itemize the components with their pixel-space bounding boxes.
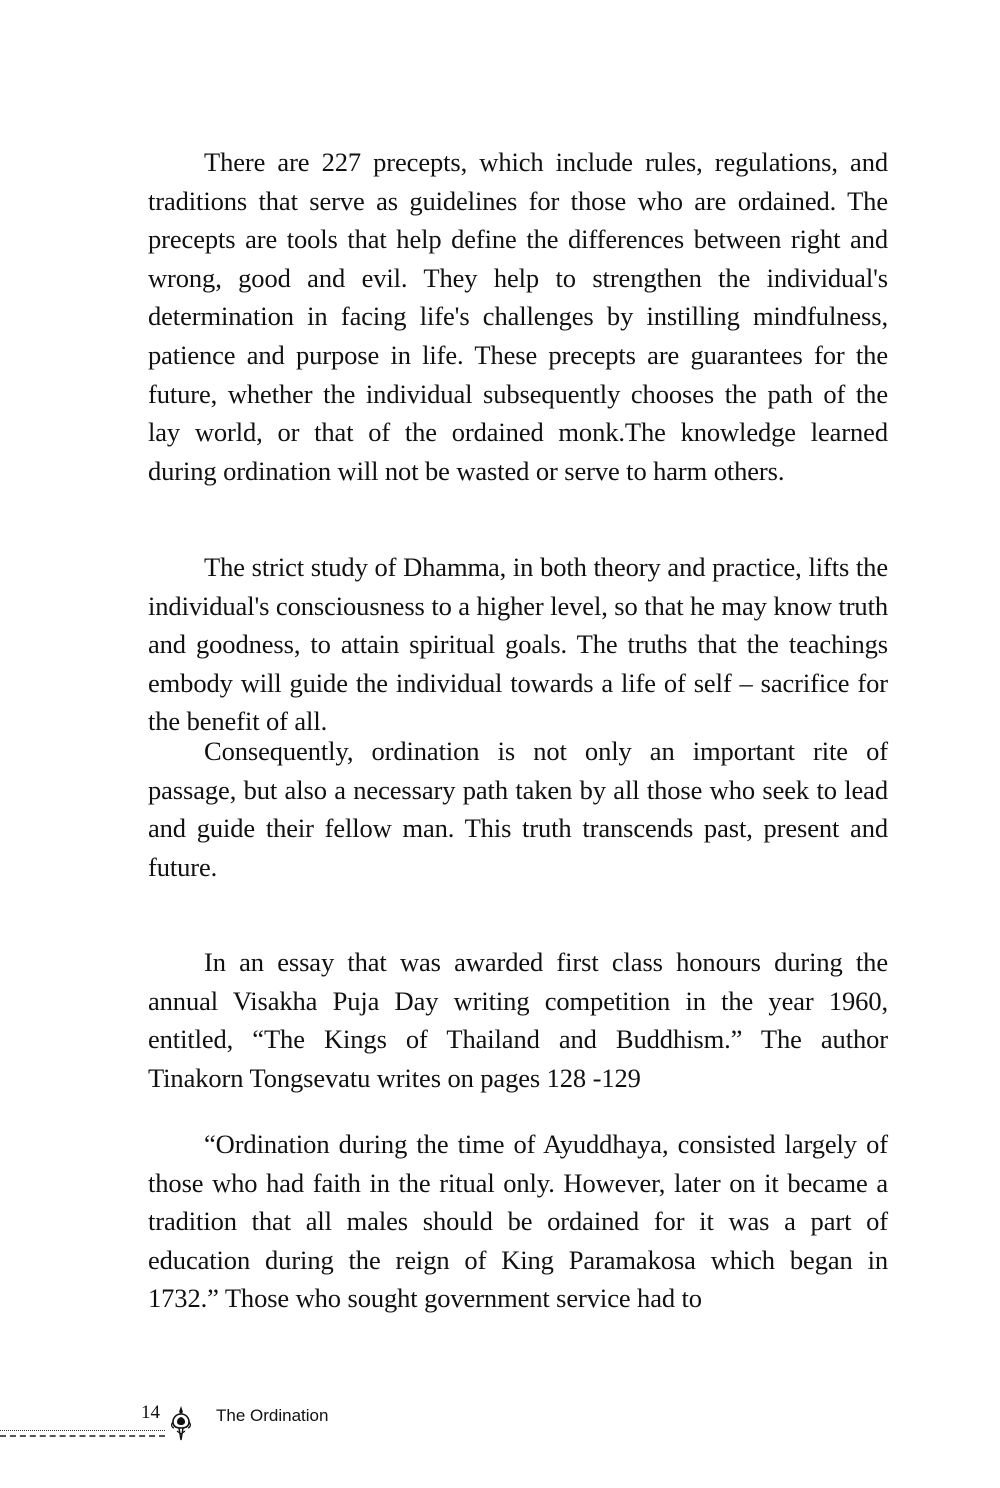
page-number: 14	[141, 1402, 160, 1423]
paragraph-consequently: Consequently, ordination is not only an important rite of passage, but also a necessary path taken by all those who seek to lead and guide their fellow man. This truth transcends past, present and future.	[148, 736, 888, 882]
paragraph-precepts: There are 227 precepts, which include rules, regulations, and traditions that serve as guidelines for those who are ordained. The precepts are tools that help define the differences between right and wrong, good and evil. They help to strengthen the individual's determination in facing life's challenges by instilling mindfulness, patience and purpose in life. These precepts are guarantees for the future, whether the individual subsequently chooses the path of the lay world, or that of the ordained monk.The knowledge learned during ordination will not be wasted or serve to harm others.	[148, 147, 888, 486]
lotus-ornament-icon	[170, 1404, 192, 1444]
paragraph-essay: In an essay that was awarded first class honours during the annual Visakha Puja Day writing competition in the year 1960, entitled, “The Kings of Thailand and Buddhism.” The author Tinakorn Tongsevatu writes on pages 128 -129	[148, 947, 888, 1093]
running-title: The Ordination	[216, 1406, 329, 1425]
footer-dotted-rule	[0, 1430, 165, 1437]
page-footer	[0, 1400, 1000, 1460]
paragraph-dhamma-study: The strict study of Dhamma, in both theory and practice, lifts the individual's consciousness to a higher level, so that he may know truth and goodness, to attain spiritual goals. The truths that the teachings embody will guide the individual towards a life of self – sacrifice for the benefit of all.	[148, 552, 888, 737]
paragraph-quotation: “Ordination during the time of Ayuddhaya, consisted largely of those who had faith in the ritual only. However, later on it became a tradition that all males should be ordained for it was a part of education during the reign of King Paramakosa which began in 1732.” Those who sought government service had to	[148, 1129, 888, 1314]
